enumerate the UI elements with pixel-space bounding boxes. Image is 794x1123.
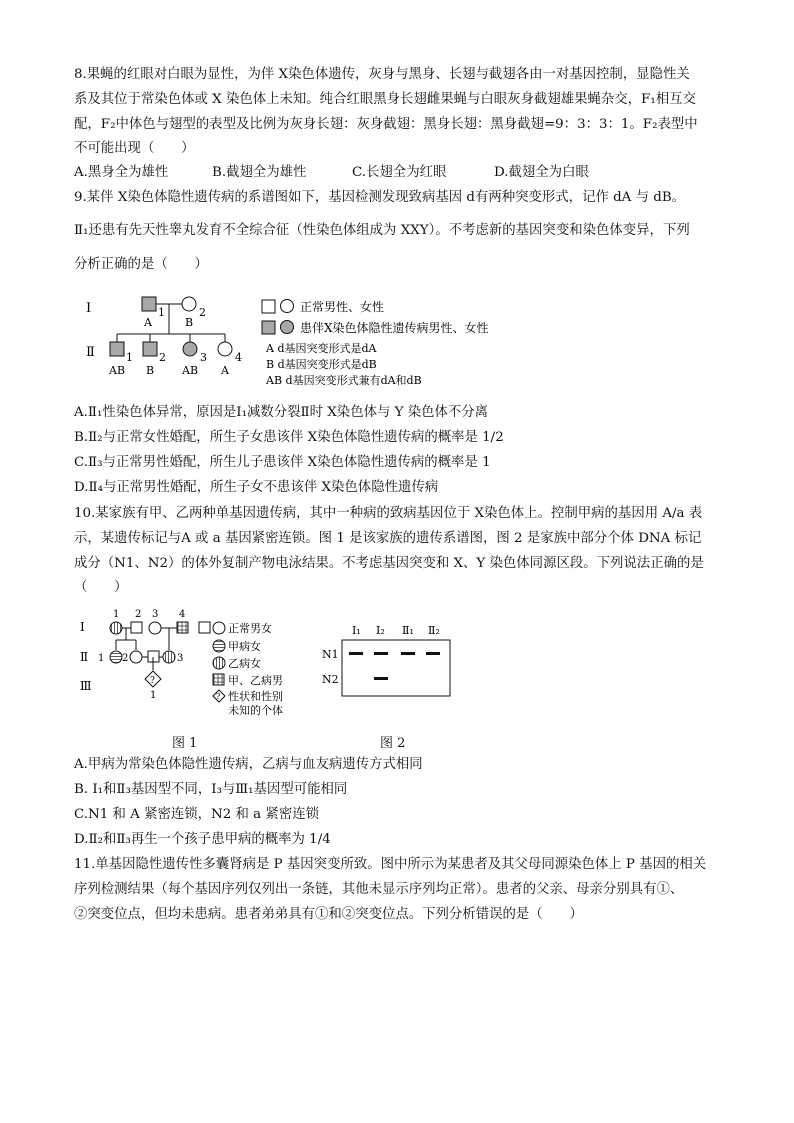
legend-affected-female-symbol bbox=[281, 321, 294, 334]
ii1-number: 1 bbox=[126, 351, 133, 364]
legend-normal-female-symbol bbox=[281, 300, 294, 313]
q10-option-a: A.甲病为常染色体隐性遗传病，乙病与血友病遗传方式相同 bbox=[74, 757, 423, 772]
q10-option-c: C.N1 和 A 紧密连锁，N2 和 a 紧密连锁 bbox=[74, 807, 319, 822]
ii3-genotype-label: AB bbox=[182, 364, 199, 377]
q9-option-c: C.Ⅱ₃与正常男性婚配，所生儿子患该伴 X染色体隐性遗传病的概率是 1 bbox=[74, 455, 491, 470]
fig1-legend-normal-male bbox=[199, 622, 210, 633]
q8-option-d: D.截翅全为白眼 bbox=[494, 165, 589, 180]
q8-option-b: B.截翅全为雄性 bbox=[212, 165, 307, 180]
legend-normal: 正常男性、女性 bbox=[300, 300, 385, 314]
ii4-number: 4 bbox=[235, 351, 242, 364]
fig1-generation-ii: Ⅱ bbox=[80, 650, 89, 664]
fig1-ii3-yi-female bbox=[163, 651, 175, 663]
fig1-iii1-number: 1 bbox=[150, 690, 157, 701]
gel-col-i2: Ⅰ₂ bbox=[376, 624, 385, 637]
fig1-legend-both-symbol bbox=[213, 674, 224, 685]
legend-da: A d基因突变形式是dA bbox=[266, 342, 377, 355]
legend-db: B d基因突变形式是dB bbox=[266, 358, 377, 371]
generation-ii-label: Ⅱ bbox=[86, 345, 95, 360]
i1-genotype-label: A bbox=[144, 316, 152, 329]
legend-affected-male-symbol bbox=[262, 321, 275, 334]
q11-line-2: 序列检测结果（每个基因序列仅列出一条链，其他未显示序列均正常）。患者的父亲、母亲分别具有①、 bbox=[74, 882, 684, 897]
ii3-number: 3 bbox=[200, 351, 207, 364]
figure-2-caption: 图 2 bbox=[380, 736, 406, 751]
gel-row-n1: N1 bbox=[322, 648, 339, 661]
band-n1-ii2 bbox=[426, 652, 440, 655]
fig1-legend-unknown-1: 性状和性别 bbox=[228, 690, 283, 703]
q8-line-2: 系及其位于常染色体或 X 染色体上未知。纯合红眼黑身长翅雌果蝇与白眼灰身截翅雄果蝇杂交，F₁相互交 bbox=[74, 92, 696, 107]
q9-line-1: 9.某伴 X染色体隐性遗传病的系谱图如下，基因检测发现致病基因 d有两种突变形式，记作 dA 与 dB。 bbox=[74, 190, 686, 205]
figure-1-caption: 图 1 bbox=[172, 736, 198, 751]
gel-row-n2: N2 bbox=[322, 673, 339, 686]
fig1-legend-jia: 甲病女 bbox=[228, 640, 261, 653]
fig1-unknown-mark: ? bbox=[150, 676, 155, 686]
band-n1-ii1 bbox=[401, 652, 415, 655]
legend-normal-male-symbol bbox=[262, 300, 275, 313]
q10-option-d: D.Ⅱ₂和Ⅱ₃再生一个孩子患甲病的概率为 1/4 bbox=[74, 832, 331, 847]
pedigree-ii3-affected-female bbox=[183, 342, 197, 356]
q10-line-2: 示，某遗传标记与A 或 a 基因紧密连锁。图 1 是该家族的遗传系谱图，图 2 是家族中部分个体 DNA 标记 bbox=[74, 531, 702, 546]
generation-i-label: Ⅰ bbox=[86, 301, 92, 316]
fig1-ii1-number: 1 bbox=[98, 653, 105, 664]
q8-option-c: C.长翅全为红眼 bbox=[352, 165, 447, 180]
q9-option-b: B.Ⅱ₂与正常女性婚配，所生子女患该伴 X染色体隐性遗传病的概率是 1/2 bbox=[74, 430, 504, 445]
fig1-i3-number: 3 bbox=[152, 609, 159, 620]
q9-line-3: 分析正确的是（ ） bbox=[74, 257, 208, 272]
q11-line-1: 11.单基因隐性遗传性多囊肾病是 P 基因突变所致。图中所示为某患者及其父母同源染色体上 P 基因的相关 bbox=[74, 857, 707, 872]
fig1-legend-unknown-mark: ? bbox=[216, 692, 221, 701]
fig1-generation-iii: Ⅲ bbox=[80, 679, 92, 693]
band-n1-i1 bbox=[349, 652, 363, 655]
q8-option-a: A.黑身全为雄性 bbox=[74, 165, 169, 180]
i2-number: 2 bbox=[199, 306, 206, 319]
fig1-legend-unknown-2: 未知的个体 bbox=[228, 704, 283, 717]
q10-line-3: 成分（N1、N2）的体外复制产物电泳结果。不考虑基因突变和 X、Y 染色体同源区段。下列说法正确的是 bbox=[74, 556, 704, 571]
band-n2-i2 bbox=[374, 677, 388, 680]
q10-line-4: （ ） bbox=[74, 580, 128, 595]
fig1-i1-number: 1 bbox=[113, 609, 120, 620]
band-n1-i2 bbox=[374, 652, 388, 655]
fig1-ii1-jia-female bbox=[110, 651, 122, 663]
fig1-generation-i: Ⅰ bbox=[80, 620, 85, 634]
fig1-ii2-number: 2 bbox=[122, 653, 129, 664]
fig1-i4-number: 4 bbox=[179, 609, 186, 620]
q8-line-1: 8.果蝇的红眼对白眼为显性，为伴 X染色体遗传，灰身与黑身、长翅与截翅各由一对基因控制，显隐性关 bbox=[74, 67, 690, 82]
fig1-i1-yi-female bbox=[110, 622, 122, 634]
q11-line-3: ②突变位点，但均未患病。患者弟弟具有①和②突变位点。下列分析错误的是（ ） bbox=[74, 907, 583, 922]
q9-pedigree-figure bbox=[80, 290, 520, 400]
q8-line-4: 不可能出现（ ） bbox=[74, 141, 195, 156]
ii2-number: 2 bbox=[159, 351, 166, 364]
pedigree-ii4-normal-female bbox=[218, 342, 232, 356]
q10-option-b: B. Ⅰ₁和Ⅱ₃基因型不同，Ⅰ₃与Ⅲ₁基因型可能相同 bbox=[74, 782, 348, 797]
gel-col-ii1: Ⅱ₁ bbox=[402, 624, 414, 637]
fig1-i2-number: 2 bbox=[135, 609, 142, 620]
fig1-legend-yi-symbol bbox=[213, 657, 225, 669]
fig1-legend-yi: 乙病女 bbox=[228, 657, 261, 670]
legend-dab: AB d基因突变形式兼有dA和dB bbox=[266, 374, 422, 387]
pedigree-ii2-affected-male bbox=[143, 342, 157, 356]
fig1-i4-both-male bbox=[177, 622, 188, 633]
fig1-legend-normal: 正常男女 bbox=[228, 622, 272, 635]
i2-genotype-label: B bbox=[185, 316, 194, 329]
pedigree-i2-normal-female bbox=[182, 297, 196, 311]
ii4-genotype-label: A bbox=[221, 364, 229, 377]
gel-frame bbox=[342, 640, 450, 696]
q10-figure-2-electrophoresis bbox=[318, 620, 458, 700]
fig1-legend-both: 甲、乙病男 bbox=[228, 674, 283, 687]
q8-line-3: 配，F₂中体色与翅型的表型及比例为灰身长翅：灰身截翅：黑身长翅：黑身截翅=9：3：3：1。F₂表型中 bbox=[74, 117, 698, 132]
ii1-genotype-label: AB bbox=[109, 364, 126, 377]
fig1-i2-normal-male bbox=[131, 622, 142, 633]
ii2-genotype-label: B bbox=[146, 364, 155, 377]
q9-option-d: D.Ⅱ₄与正常男性婚配，所生子女不患该伴 X染色体隐性遗传病 bbox=[74, 480, 439, 495]
fig1-i3-normal-female bbox=[149, 622, 161, 634]
fig1-ii3-number: 3 bbox=[177, 653, 184, 664]
q10-line-1: 10.某家族有甲、乙两种单基因遗传病，其中一种病的致病基因位于 X染色体上。控制甲病的基因用 A/a 表 bbox=[74, 506, 703, 521]
gel-col-i1: Ⅰ₁ bbox=[352, 624, 361, 637]
q10-figure-1-pedigree bbox=[80, 604, 300, 720]
legend-affected: 患伴X染色体隐性遗传病男性、女性 bbox=[300, 321, 489, 335]
gel-col-ii2: Ⅱ₂ bbox=[428, 624, 440, 637]
q9-option-a: A.Ⅱ₁性染色体异常，原因是Ⅰ₁减数分裂Ⅱ时 X染色体与 Y 染色体不分离 bbox=[74, 405, 489, 420]
pedigree-ii1-affected-male bbox=[110, 342, 124, 356]
fig1-legend-normal-female bbox=[213, 622, 225, 634]
fig1-ii2-female bbox=[130, 651, 142, 663]
pedigree-i1-affected-male bbox=[142, 297, 156, 311]
i1-number: 1 bbox=[158, 306, 165, 319]
q9-line-2: Ⅱ₁还患有先天性睾丸发育不全综合征（性染色体组成为 XXY）。不考虑新的基因突变和染色体变异，下列 bbox=[74, 223, 690, 238]
fig1-legend-jia-symbol bbox=[213, 640, 225, 652]
